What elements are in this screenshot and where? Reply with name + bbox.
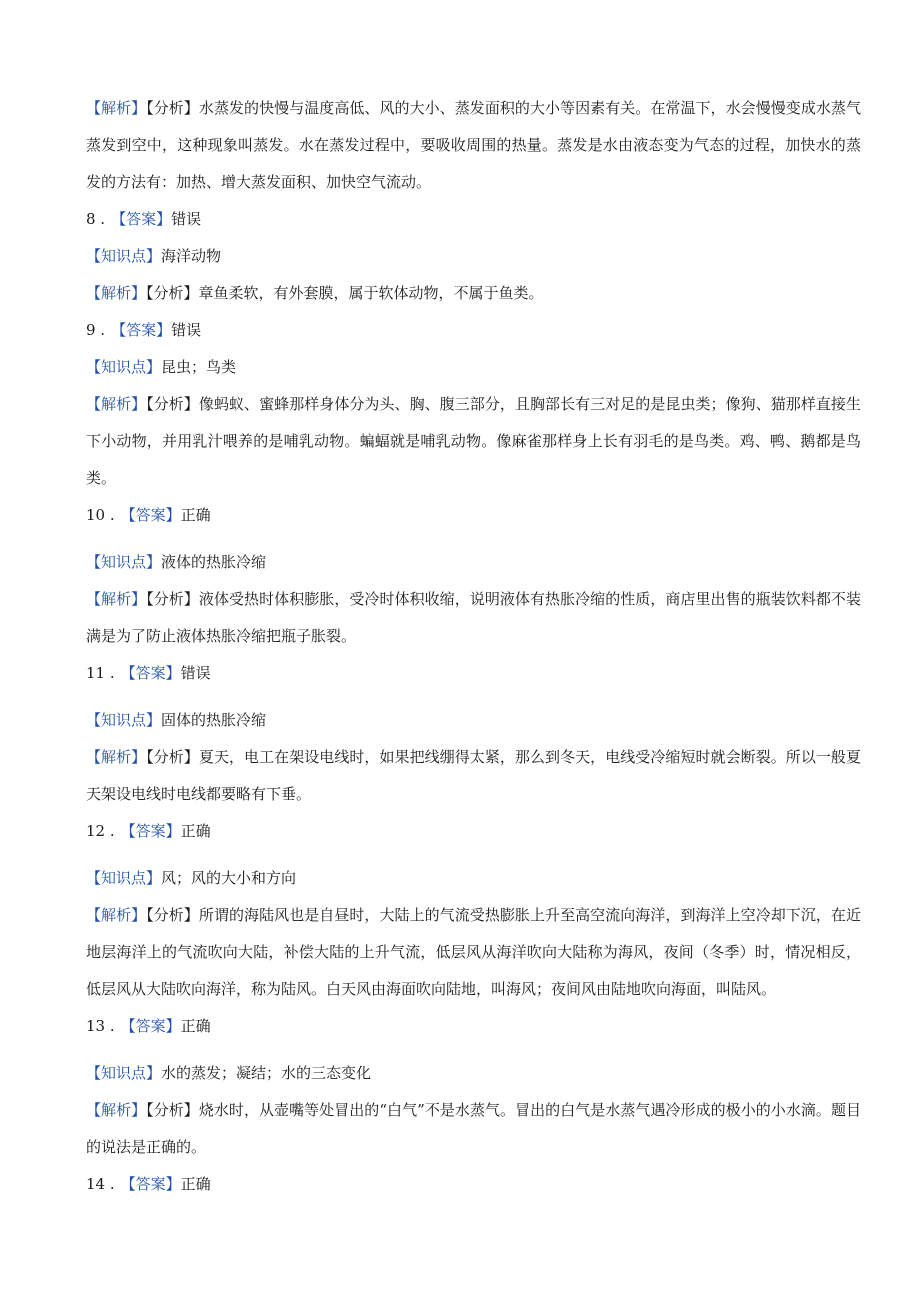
knowledge-value: 水的蒸发；凝结；水的三态变化 [161, 1064, 372, 1082]
spacer [86, 850, 861, 860]
question-number: 12 . [86, 822, 115, 840]
question-number: 8 . [86, 210, 106, 228]
answer-value: 错误 [171, 210, 202, 228]
knowledge-value: 昆虫；鸟类 [161, 358, 237, 376]
analysis-block [86, 897, 861, 1008]
analysis-block [86, 1092, 861, 1166]
knowledge-tag: 【知识点】 [86, 247, 162, 265]
knowledge-value: 固体的热胀冷缩 [161, 711, 267, 729]
analysis-text: 水蒸发的快慢与温度高低、风的大小、蒸发面积的大小等因素有关。在常温下，水会慢慢变成水蒸气蒸发到空中，这种现象叫蒸发。水在蒸发过程中，要吸收周围的热量。蒸发是水由液态变为气态的过程，加快水的蒸发的方法有：加热、增大蒸发面积、加快空气流动。 [86, 99, 861, 191]
analysis-block [86, 581, 861, 655]
answer-value: 错误 [171, 321, 202, 339]
answer-line [86, 1008, 861, 1045]
answer-line [86, 201, 861, 238]
answer-tag: 【答案】 [120, 664, 181, 682]
fenxi-tag: 【分析】 [146, 284, 199, 302]
analysis-block [86, 739, 861, 813]
answer-line [86, 813, 861, 850]
answer-line [86, 497, 861, 534]
analysis-tag: 【解析】 [86, 906, 147, 924]
answer-tag: 【答案】 [120, 822, 181, 840]
knowledge-tag: 【知识点】 [86, 358, 162, 376]
answer-value: 正确 [180, 1175, 211, 1193]
knowledge-tag: 【知识点】 [86, 711, 162, 729]
answer-line [86, 655, 861, 692]
knowledge-line [86, 1055, 861, 1092]
fenxi-tag: 【分析】 [146, 906, 199, 924]
fenxi-tag: 【分析】 [146, 395, 199, 413]
analysis-text: 夏天，电工在架设电线时，如果把线绷得太紧，那么到冬天，电线受冷缩短时就会断裂。所以一般夏天架设电线时电线都要略有下垂。 [86, 748, 861, 803]
analysis-block [86, 386, 861, 497]
knowledge-value: 海洋动物 [161, 247, 222, 265]
analysis-block [86, 275, 861, 312]
analysis-tag: 【解析】 [86, 395, 147, 413]
knowledge-line [86, 349, 861, 386]
question-number: 10 . [86, 506, 115, 524]
analysis-tag: 【解析】 [86, 99, 147, 117]
knowledge-line [86, 238, 861, 275]
document-page [86, 90, 861, 1203]
answer-line [86, 1166, 861, 1203]
fenxi-tag: 【分析】 [146, 590, 199, 608]
spacer [86, 1045, 861, 1055]
analysis-tag: 【解析】 [86, 284, 147, 302]
knowledge-value: 风；风的大小和方向 [161, 869, 297, 887]
spacer [86, 534, 861, 544]
analysis-text: 所谓的海陆风也是自昼时，大陆上的气流受热膨胀上升至高空流向海洋，到海洋上空冷却下沉，在近地层海洋上的气流吹向大陆，补偿大陆的上升气流，低层风从海洋吹向大陆称为海风，夜间（冬季）时，情况相反，低层风从大陆吹向海洋，称为陆风。白天风由海面吹向陆地，叫海风；夜间风由陆地吹向海面，叫陆风。 [86, 906, 861, 998]
analysis-text: 像蚂蚁、蜜蜂那样身体分为头、胸、腹三部分，且胸部长有三对足的是昆虫类；像狗、猫那样直接生下小动物，并用乳汁喂养的是哺乳动物。蝙蝠就是哺乳动物。像麻雀那样身上长有羽毛的是鸟类。鸡、鸭、鹅都是鸟类。 [86, 395, 861, 487]
knowledge-tag: 【知识点】 [86, 869, 162, 887]
fenxi-tag: 【分析】 [146, 99, 199, 117]
knowledge-tag: 【知识点】 [86, 1064, 162, 1082]
fenxi-tag: 【分析】 [146, 748, 199, 766]
question-number: 9 . [86, 321, 106, 339]
answer-value: 正确 [180, 822, 211, 840]
analysis-text: 章鱼柔软，有外套膜，属于软体动物，不属于鱼类。 [198, 284, 544, 302]
answer-tag: 【答案】 [120, 1175, 181, 1193]
question-number: 14 . [86, 1175, 115, 1193]
knowledge-line [86, 544, 861, 581]
answer-value: 错误 [180, 664, 211, 682]
answer-tag: 【答案】 [111, 321, 172, 339]
answer-value: 正确 [180, 1017, 211, 1035]
answer-tag: 【答案】 [111, 210, 172, 228]
answer-line [86, 312, 861, 349]
answer-value: 正确 [180, 506, 211, 524]
knowledge-line [86, 860, 861, 897]
answer-tag: 【答案】 [120, 1017, 181, 1035]
analysis-tag: 【解析】 [86, 1101, 147, 1119]
analysis-text: 液体受热时体积膨胀，受冷时体积收缩，说明液体有热胀冷缩的性质，商店里出售的瓶装饮料都不装满是为了防止液体热胀冷缩把瓶子胀裂。 [86, 590, 861, 645]
fenxi-tag: 【分析】 [146, 1101, 199, 1119]
knowledge-value: 液体的热胀冷缩 [161, 553, 267, 571]
spacer [86, 692, 861, 702]
knowledge-line [86, 702, 861, 739]
analysis-text: 烧水时，从壶嘴等处冒出的“白气”不是水蒸气。冒出的白气是水蒸气遇冷形成的极小的小水滴。题目的说法是正确的。 [86, 1101, 861, 1156]
answer-tag: 【答案】 [120, 506, 181, 524]
analysis-block [86, 90, 861, 201]
question-number: 11 . [86, 664, 115, 682]
analysis-tag: 【解析】 [86, 590, 147, 608]
knowledge-tag: 【知识点】 [86, 553, 162, 571]
question-number: 13 . [86, 1017, 115, 1035]
analysis-tag: 【解析】 [86, 748, 147, 766]
